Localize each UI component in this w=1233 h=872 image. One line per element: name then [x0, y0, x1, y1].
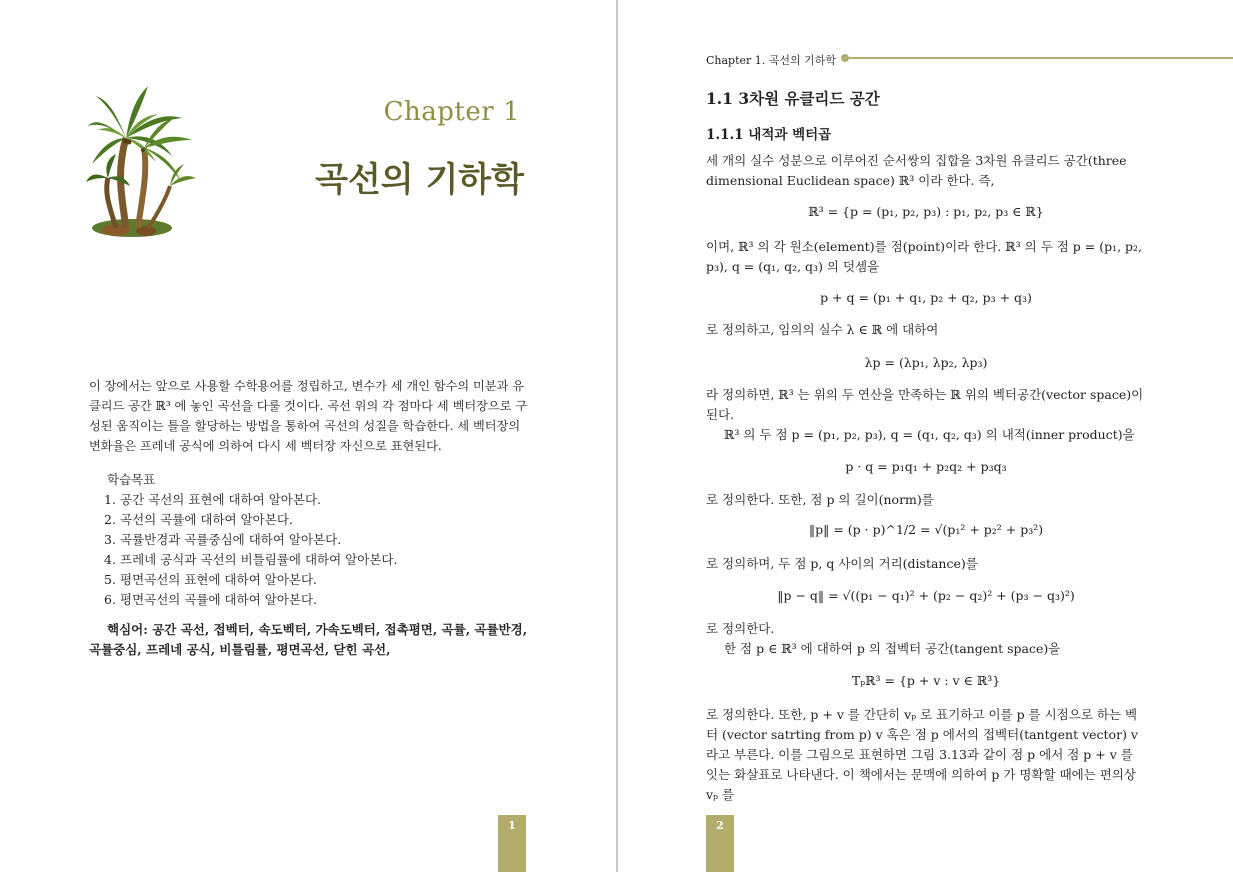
chapter-intro: 이 장에서는 앞으로 사용할 수학용어를 정립하고, 변수가 세 개인 함수의 미분과 유클리드 공간 ℝ³ 에 놓인 곡선을 다룰 것이다. 곡선 위의 각 점마다 세 벡터장으로 구성된 움직이는 틀을 할당하는 방법을 통하여 곡선의 성질을 학습한다. 세 벡터장의 변화율은 프레네 공식에 의하여 다시 세 벡터장 자신으로 표현된다.: [89, 379, 528, 453]
paragraph: 로 정의한다. 또한, p + v 를 간단히 vₚ 로 표기하고 이를 p 를 시점으로 하는 벡터 (vector satrting from p) v 혹은 점 p 에서의 접벡터(tantgent vector) v 라고 부른다. 이를 그림으로 표현하면 그림 3.13과 같이 점 p 에서 점 p + v 를 잇는 화살표로 나타낸다. 이 책에서는 문맥에 의하여 p 가 명확할 때에는 편의상 vₚ 를: [706, 707, 1138, 802]
paragraph: 로 정의하고, 임의의 실수 λ ∈ ℝ 에 대하여: [706, 322, 939, 337]
goal-number: 4.: [104, 552, 116, 567]
chapter-title: 곡선의 기하학: [315, 160, 524, 200]
goal-number: 1.: [104, 492, 116, 507]
header-rule: [849, 57, 1233, 59]
equation: ℝ³ = {p = (p₁, p₂, p₃) : p₁, p₂, p₃ ∈ ℝ}: [808, 204, 1044, 219]
goal-number: 2.: [104, 512, 116, 527]
keywords: 핵심어: 공간 곡선, 접벡터, 속도벡터, 가속도벡터, 접촉평면, 곡률, 곡률반경, 곡률중심, 프레네 공식, 비틀림률, 평면곡선, 닫힌 곡선,: [89, 622, 528, 657]
goal-text: 프레네 공식과 곡선의 비틀림률에 대하여 알아본다.: [120, 552, 398, 567]
goals-list: [104, 490, 534, 610]
right-page: [619, 0, 1233, 872]
chapter-label: Chapter 1: [383, 97, 520, 127]
goal-number: 3.: [104, 532, 116, 547]
goal-text: 평면곡선의 곡률에 대하여 알아본다.: [120, 592, 318, 607]
left-page: [0, 0, 616, 872]
paragraph: 로 정의한다.: [706, 621, 775, 636]
equation: ‖p − q‖ = √((p₁ − q₁)² + (p₂ − q₂)² + (p₃ − q₃)²): [777, 588, 1075, 603]
paragraph: 로 정의하며, 두 점 p, q 사이의 거리(distance)를: [706, 556, 978, 571]
paragraph: 라 정의하면, ℝ³ 는 위의 두 연산을 만족하는 ℝ 위의 벡터공간(vector space)이 된다.: [706, 387, 1144, 422]
paragraph: 이며, ℝ³ 의 각 원소(element)를 점(point)이라 한다. ℝ³ 의 두 점 p = (p₁, p₂, p₃), q = (q₁, q₂, q₃) 의 덧셈을: [706, 239, 1143, 274]
equation: p + q = (p₁ + q₁, p₂ + q₂, p₃ + q₃): [820, 290, 1032, 305]
goal-item: [104, 490, 534, 510]
goal-item: [104, 570, 534, 590]
goal-item: [104, 590, 534, 610]
goal-text: 공간 곡선의 표현에 대하여 알아본다.: [120, 492, 321, 507]
goal-item: [104, 510, 534, 530]
goal-number: 5.: [104, 572, 116, 587]
header-rule-dot: [841, 54, 849, 62]
palm-tree-illustration: [86, 78, 198, 240]
equation: Tₚℝ³ = {p + v : v ∈ ℝ³}: [851, 673, 1001, 688]
paragraph: 한 점 p ∈ ℝ³ 에 대하여 p 의 접벡터 공간(tangent space)을: [724, 641, 1061, 656]
running-head: Chapter 1. 곡선의 기하학: [706, 54, 837, 67]
page-divider: [616, 0, 618, 872]
goal-text: 곡선의 곡률에 대하여 알아본다.: [120, 512, 293, 527]
equation: ‖p‖ = (p · p)^1/2 = √(p₁² + p₂² + p₃²): [808, 522, 1044, 537]
goal-item: [104, 550, 534, 570]
paragraph: ℝ³ 의 두 점 p = (p₁, p₂, p₃), q = (q₁, q₂, q₃) 의 내적(inner product)을: [724, 427, 1135, 442]
goal-text: 곡률반경과 곡률중심에 대하여 알아본다.: [120, 532, 342, 547]
goal-text: 평면곡선의 표현에 대하여 알아본다.: [120, 572, 318, 587]
goals-heading: 학습목표: [107, 472, 156, 487]
goal-item: [104, 530, 534, 550]
section-heading: 1.1 3차원 유클리드 공간: [706, 89, 880, 108]
page-number-badge: 2: [706, 815, 734, 872]
paragraph: 로 정의한다. 또한, 점 p 의 길이(norm)를: [706, 492, 934, 507]
equation: p · q = p₁q₁ + p₂q₂ + p₃q₃: [845, 459, 1007, 474]
equation: λp = (λp₁, λp₂, λp₃): [864, 355, 988, 370]
subsection-heading: 1.1.1 내적과 벡터곱: [706, 127, 832, 143]
goal-number: 6.: [104, 592, 116, 607]
page-number-badge: 1: [498, 815, 526, 872]
paragraph: 세 개의 실수 성분으로 이루어진 순서쌍의 집합을 3차원 유클리드 공간(three dimensional Euclidean space) ℝ³ 이라 한다. 즉,: [706, 153, 1127, 188]
